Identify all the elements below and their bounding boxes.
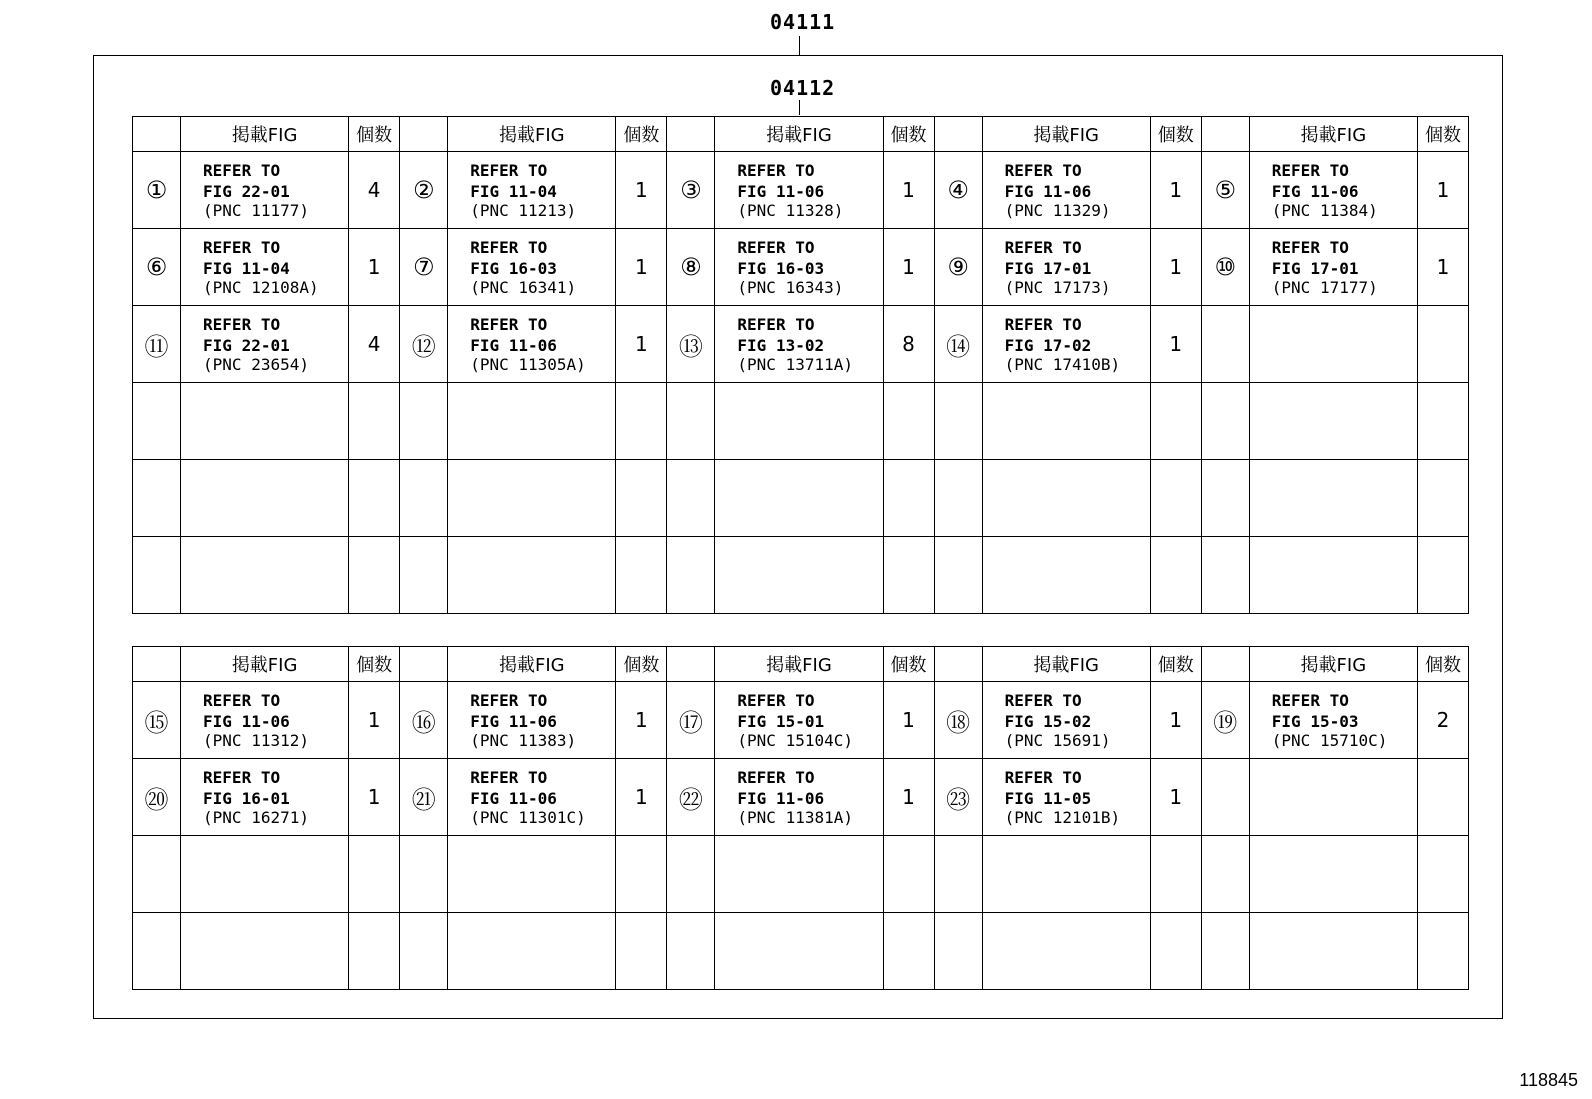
quantity <box>1417 537 1468 614</box>
item-number: ④ <box>934 152 982 229</box>
refer-to-text: REFER TO <box>470 691 548 710</box>
reference-cell <box>982 836 1150 913</box>
table-row <box>133 306 1469 383</box>
header-fig: 掲載FIG <box>982 647 1150 682</box>
reference-cell <box>1249 759 1417 836</box>
item-number: ⑰ <box>667 682 715 759</box>
pnc-reference: (PNC 16343) <box>737 278 844 297</box>
item-number <box>934 836 982 913</box>
reference-cell <box>448 682 616 759</box>
header-qty: 個数 <box>616 647 667 682</box>
quantity <box>883 383 934 460</box>
reference-cell <box>982 383 1150 460</box>
pnc-reference: (PNC 11213) <box>470 201 577 220</box>
header-row <box>133 117 1469 152</box>
fig-reference: FIG 15-02 <box>1004 712 1092 731</box>
refer-to-text: REFER TO <box>737 238 815 257</box>
item-number <box>133 836 181 913</box>
item-number <box>1201 383 1249 460</box>
parts-table-2 <box>132 646 1469 990</box>
fig-reference: FIG 11-06 <box>737 182 825 201</box>
fig-reference: FIG 11-06 <box>470 789 557 808</box>
refer-to-text: REFER TO <box>737 691 815 710</box>
header-qty: 個数 <box>883 647 934 682</box>
quantity: 2 <box>1417 682 1468 759</box>
item-number: ⑮ <box>133 682 181 759</box>
reference-cell <box>448 383 616 460</box>
quantity: 1 <box>616 682 667 759</box>
fig-reference: FIG 11-06 <box>737 789 825 808</box>
fig-reference: FIG 15-01 <box>737 712 825 731</box>
fig-reference: FIG 11-04 <box>203 259 290 278</box>
item-number <box>400 836 448 913</box>
reference-cell <box>448 152 616 229</box>
fig-reference: FIG 11-06 <box>1004 182 1092 201</box>
item-number <box>667 383 715 460</box>
fig-reference: FIG 22-01 <box>203 182 290 201</box>
item-number <box>133 913 181 990</box>
item-number <box>133 460 181 537</box>
refer-to-text: REFER TO <box>470 161 548 180</box>
item-number <box>934 383 982 460</box>
reference-cell <box>1249 306 1417 383</box>
item-number: ⑩ <box>1201 229 1249 306</box>
item-number: ⑫ <box>400 306 448 383</box>
fig-reference: FIG 16-03 <box>470 259 557 278</box>
reference-cell <box>982 682 1150 759</box>
reference-cell <box>715 152 883 229</box>
refer-to-text: REFER TO <box>470 768 548 787</box>
assembly-number-outer: 04111 <box>770 10 836 34</box>
reference-cell <box>982 460 1150 537</box>
pnc-reference: (PNC 11381A) <box>737 808 853 827</box>
quantity <box>1417 836 1468 913</box>
header-num-blank <box>133 647 181 682</box>
quantity <box>1150 836 1201 913</box>
quantity <box>349 460 400 537</box>
reference-cell <box>181 306 349 383</box>
header-num-blank <box>1201 647 1249 682</box>
header-num-blank <box>1201 117 1249 152</box>
quantity <box>1417 383 1468 460</box>
refer-to-text: REFER TO <box>203 238 281 257</box>
header-fig: 掲載FIG <box>715 647 883 682</box>
header-qty: 個数 <box>1150 117 1201 152</box>
item-number: ③ <box>667 152 715 229</box>
reference-cell <box>982 537 1150 614</box>
item-number: ⑥ <box>133 229 181 306</box>
quantity <box>1150 913 1201 990</box>
item-number <box>400 913 448 990</box>
header-num-blank <box>133 117 181 152</box>
header-num-blank <box>400 647 448 682</box>
refer-to-text: REFER TO <box>1271 691 1349 710</box>
pnc-reference: (PNC 11301C) <box>470 808 586 827</box>
reference-cell <box>181 229 349 306</box>
pnc-reference: (PNC 16341) <box>470 278 577 297</box>
pnc-reference: (PNC 11328) <box>737 201 844 220</box>
reference-cell <box>1249 460 1417 537</box>
quantity <box>349 537 400 614</box>
fig-reference: FIG 17-01 <box>1004 259 1092 278</box>
header-fig: 掲載FIG <box>448 647 616 682</box>
refer-to-text: REFER TO <box>203 161 281 180</box>
item-number <box>667 460 715 537</box>
pnc-reference: (PNC 11329) <box>1004 201 1111 220</box>
item-number: ⑪ <box>133 306 181 383</box>
quantity: 4 <box>349 306 400 383</box>
quantity <box>349 913 400 990</box>
quantity <box>1150 460 1201 537</box>
table-row <box>133 913 1469 990</box>
item-number <box>400 537 448 614</box>
reference-cell <box>181 537 349 614</box>
refer-to-text: REFER TO <box>737 768 815 787</box>
refer-to-text: REFER TO <box>1271 238 1349 257</box>
quantity: 1 <box>1417 152 1468 229</box>
reference-cell <box>1249 836 1417 913</box>
reference-cell <box>448 306 616 383</box>
pnc-reference: (PNC 15691) <box>1004 731 1111 750</box>
reference-cell <box>982 229 1150 306</box>
reference-cell <box>448 836 616 913</box>
assembly-number-inner: 04112 <box>770 76 836 100</box>
parts-table-1 <box>132 116 1469 614</box>
quantity <box>1150 537 1201 614</box>
refer-to-text: REFER TO <box>1004 768 1082 787</box>
reference-cell <box>1249 383 1417 460</box>
pnc-reference: (PNC 11305A) <box>470 355 586 374</box>
item-number: ⑤ <box>1201 152 1249 229</box>
item-number <box>1201 460 1249 537</box>
diagram-id: 118845 <box>1519 1070 1578 1090</box>
header-row <box>133 647 1469 682</box>
reference-cell <box>982 306 1150 383</box>
quantity: 1 <box>1150 152 1201 229</box>
pnc-reference: (PNC 11383) <box>470 731 577 750</box>
refer-to-text: REFER TO <box>737 315 815 334</box>
outer-leader-line <box>799 36 800 56</box>
reference-cell <box>448 759 616 836</box>
fig-reference: FIG 11-06 <box>470 336 557 355</box>
fig-reference: FIG 11-06 <box>203 712 290 731</box>
header-qty: 個数 <box>1417 647 1468 682</box>
header-fig: 掲載FIG <box>181 647 349 682</box>
table-row <box>133 383 1469 460</box>
item-number: ⑨ <box>934 229 982 306</box>
item-number <box>1201 537 1249 614</box>
refer-to-text: REFER TO <box>1004 315 1082 334</box>
reference-cell <box>715 229 883 306</box>
item-number: ㉒ <box>667 759 715 836</box>
table-row <box>133 836 1469 913</box>
quantity: 1 <box>616 152 667 229</box>
item-number <box>934 913 982 990</box>
reference-cell <box>1249 229 1417 306</box>
quantity: 1 <box>1150 306 1201 383</box>
quantity: 1 <box>349 682 400 759</box>
reference-cell <box>1249 913 1417 990</box>
quantity: 4 <box>349 152 400 229</box>
item-number <box>667 913 715 990</box>
item-number: ⑲ <box>1201 682 1249 759</box>
fig-reference: FIG 13-02 <box>737 336 825 355</box>
item-number: ⑳ <box>133 759 181 836</box>
quantity <box>349 383 400 460</box>
quantity: 1 <box>883 152 934 229</box>
inner-leader-line <box>799 100 800 115</box>
header-num-blank <box>667 647 715 682</box>
quantity <box>616 383 667 460</box>
reference-cell <box>982 152 1150 229</box>
refer-to-text: REFER TO <box>1004 161 1082 180</box>
reference-cell <box>181 913 349 990</box>
pnc-reference: (PNC 17410B) <box>1004 355 1121 374</box>
pnc-reference: (PNC 11384) <box>1271 201 1378 220</box>
reference-cell <box>181 460 349 537</box>
table-row <box>133 537 1469 614</box>
reference-cell <box>181 383 349 460</box>
fig-reference: FIG 22-01 <box>203 336 290 355</box>
fig-reference: FIG 11-04 <box>470 182 557 201</box>
item-number <box>1201 759 1249 836</box>
reference-cell <box>1249 152 1417 229</box>
quantity <box>883 913 934 990</box>
item-number <box>667 537 715 614</box>
quantity: 1 <box>349 229 400 306</box>
pnc-reference: (PNC 12108A) <box>203 278 319 297</box>
pnc-reference: (PNC 23654) <box>203 355 309 374</box>
table-row <box>133 759 1469 836</box>
header-qty: 個数 <box>1417 117 1468 152</box>
quantity <box>1417 306 1468 383</box>
item-number <box>1201 913 1249 990</box>
item-number: ㉓ <box>934 759 982 836</box>
table-row <box>133 682 1469 759</box>
quantity: 1 <box>616 759 667 836</box>
item-number: ⑯ <box>400 682 448 759</box>
fig-reference: FIG 11-06 <box>470 712 557 731</box>
fig-reference: FIG 17-01 <box>1271 259 1359 278</box>
pnc-reference: (PNC 17177) <box>1271 278 1378 297</box>
header-qty: 個数 <box>883 117 934 152</box>
pnc-reference: (PNC 11312) <box>203 731 309 750</box>
quantity <box>1150 383 1201 460</box>
quantity <box>616 913 667 990</box>
item-number: ⑭ <box>934 306 982 383</box>
reference-cell <box>448 229 616 306</box>
refer-to-text: REFER TO <box>1004 238 1082 257</box>
quantity <box>883 537 934 614</box>
reference-cell <box>982 913 1150 990</box>
item-number <box>400 460 448 537</box>
header-num-blank <box>400 117 448 152</box>
reference-cell <box>448 460 616 537</box>
quantity: 1 <box>349 759 400 836</box>
fig-reference: FIG 16-03 <box>737 259 825 278</box>
reference-cell <box>181 759 349 836</box>
item-number: ② <box>400 152 448 229</box>
refer-to-text: REFER TO <box>1271 161 1349 180</box>
pnc-reference: (PNC 11177) <box>203 201 309 220</box>
item-number: ⑬ <box>667 306 715 383</box>
pnc-reference: (PNC 16271) <box>203 808 309 827</box>
pnc-reference: (PNC 13711A) <box>737 355 853 374</box>
item-number: ⑦ <box>400 229 448 306</box>
item-number: ① <box>133 152 181 229</box>
table-row <box>133 460 1469 537</box>
reference-cell <box>1249 682 1417 759</box>
quantity <box>616 460 667 537</box>
reference-cell <box>715 460 883 537</box>
reference-cell <box>715 913 883 990</box>
quantity: 1 <box>883 759 934 836</box>
table-row <box>133 152 1469 229</box>
reference-cell <box>181 152 349 229</box>
header-qty: 個数 <box>1150 647 1201 682</box>
quantity <box>1417 759 1468 836</box>
header-qty: 個数 <box>616 117 667 152</box>
header-num-blank <box>934 647 982 682</box>
item-number <box>400 383 448 460</box>
reference-cell <box>715 836 883 913</box>
header-num-blank <box>667 117 715 152</box>
quantity: 1 <box>1150 759 1201 836</box>
item-number <box>133 383 181 460</box>
item-number <box>1201 306 1249 383</box>
refer-to-text: REFER TO <box>470 315 548 334</box>
fig-reference: FIG 15-03 <box>1271 712 1359 731</box>
quantity: 1 <box>1150 682 1201 759</box>
header-fig: 掲載FIG <box>181 117 349 152</box>
pnc-reference: (PNC 12101B) <box>1004 808 1121 827</box>
reference-cell <box>715 759 883 836</box>
table-row <box>133 229 1469 306</box>
reference-cell <box>982 759 1150 836</box>
item-number: ㉑ <box>400 759 448 836</box>
fig-reference: FIG 11-06 <box>1271 182 1359 201</box>
item-number: ⑱ <box>934 682 982 759</box>
header-num-blank <box>934 117 982 152</box>
quantity <box>883 460 934 537</box>
reference-cell <box>715 306 883 383</box>
refer-to-text: REFER TO <box>1004 691 1082 710</box>
quantity <box>349 836 400 913</box>
header-fig: 掲載FIG <box>448 117 616 152</box>
quantity: 1 <box>1150 229 1201 306</box>
quantity: 1 <box>883 682 934 759</box>
reference-cell <box>1249 537 1417 614</box>
reference-cell <box>715 682 883 759</box>
fig-reference: FIG 17-02 <box>1004 336 1092 355</box>
quantity <box>616 836 667 913</box>
quantity: 1 <box>616 229 667 306</box>
item-number <box>667 836 715 913</box>
quantity: 1 <box>616 306 667 383</box>
quantity <box>1417 460 1468 537</box>
quantity: 8 <box>883 306 934 383</box>
header-fig: 掲載FIG <box>1249 647 1417 682</box>
item-number <box>934 460 982 537</box>
quantity: 1 <box>883 229 934 306</box>
pnc-reference: (PNC 15710C) <box>1271 731 1388 750</box>
header-fig: 掲載FIG <box>1249 117 1417 152</box>
refer-to-text: REFER TO <box>203 315 281 334</box>
reference-cell <box>448 537 616 614</box>
item-number: ⑧ <box>667 229 715 306</box>
reference-cell <box>181 836 349 913</box>
header-fig: 掲載FIG <box>982 117 1150 152</box>
reference-cell <box>448 913 616 990</box>
pnc-reference: (PNC 17173) <box>1004 278 1111 297</box>
header-qty: 個数 <box>349 647 400 682</box>
quantity <box>883 836 934 913</box>
quantity: 1 <box>1417 229 1468 306</box>
quantity <box>616 537 667 614</box>
refer-to-text: REFER TO <box>470 238 548 257</box>
fig-reference: FIG 11-05 <box>1004 789 1092 808</box>
item-number <box>133 537 181 614</box>
refer-to-text: REFER TO <box>737 161 815 180</box>
item-number <box>1201 836 1249 913</box>
pnc-reference: (PNC 15104C) <box>737 731 853 750</box>
refer-to-text: REFER TO <box>203 768 281 787</box>
reference-cell <box>181 682 349 759</box>
item-number <box>934 537 982 614</box>
reference-cell <box>715 537 883 614</box>
header-qty: 個数 <box>349 117 400 152</box>
header-fig: 掲載FIG <box>715 117 883 152</box>
fig-reference: FIG 16-01 <box>203 789 290 808</box>
quantity <box>1417 913 1468 990</box>
reference-cell <box>715 383 883 460</box>
refer-to-text: REFER TO <box>203 691 281 710</box>
